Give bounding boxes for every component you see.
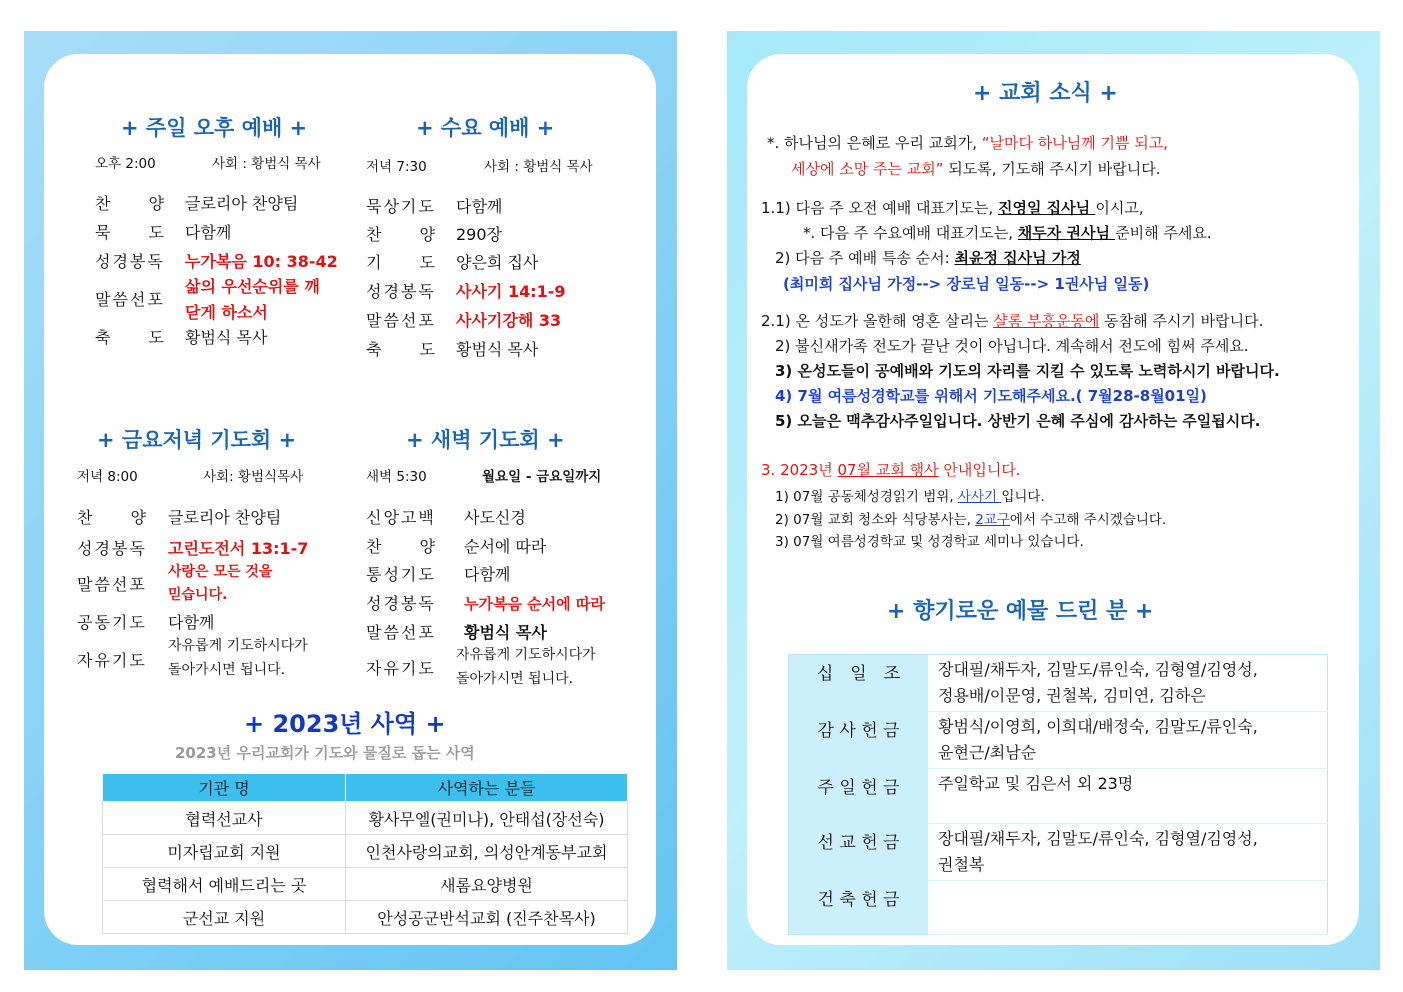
news-p3a [775, 485, 1045, 505]
offering-label: 주 일 헌 금 [789, 769, 929, 824]
friday-label-2: 성경봉독 [77, 539, 147, 558]
dawn-value-4: 누가복음 순서에 따라 [464, 595, 605, 613]
sunday-value-1: 글로리아 찬양팀 [185, 194, 299, 213]
dawn-value-6: 자유롭게 기도하시다가 [456, 647, 596, 663]
news-p1c-name: 최윤정 집사님 가정 [954, 249, 1081, 267]
wednesday-value-5: 사사기강해 33 [456, 311, 562, 330]
offering-names [928, 712, 1328, 769]
news-intro-c: 세상에 소망 주는 교회” [791, 160, 944, 178]
ministry-org: 협력선교사 [103, 802, 346, 835]
ministry-people: 안성공군반석교회 (진주찬목사) [346, 901, 628, 934]
friday-label-1: 찬 양 [77, 508, 148, 527]
sunday-value-3: 누가복음 10: 38-42 [185, 252, 338, 271]
offering-names-line1: 황범식/이영희, 이희대/배정숙, 김말도/류인숙, [938, 717, 1258, 736]
news-p3b-link: 2교구 [975, 512, 1010, 528]
ministry-table [102, 773, 628, 934]
news-p1d: (최미희 집사님 가정--> 장로님 일동--> 1권사님 일동) [783, 275, 1150, 293]
table-row [789, 824, 1328, 881]
wednesday-title: + 수요 예배 + [416, 116, 555, 140]
offering-title: + 향기로운 예물 드린 분 + [887, 599, 1154, 624]
offering-names-line1: 장대필/채두자, 김말도/류인숙, 김형열/김영성, [938, 829, 1258, 848]
news-p3a-text: 1) 07월 공동체성경읽기 범위, [775, 489, 958, 505]
news-intro-d: 되도록, 기도해 주시기 바랍니다. [943, 160, 1161, 178]
ministry-title: + 2023년 사역 + [244, 710, 446, 738]
right-page [727, 31, 1380, 970]
table-row [789, 769, 1328, 824]
dawn-label-3: 통성기도 [366, 565, 436, 584]
news-p3a-link: 사사기 [957, 489, 1002, 505]
friday-label-4: 공동기도 [77, 613, 147, 632]
news-intro-line1 [767, 132, 1168, 153]
news-p3c: 3) 07월 여름성경학교 및 성경학교 세미나 있습니다. [775, 534, 1084, 550]
offering-names-line2: 권철복 [938, 855, 985, 874]
friday-value-2: 고린도전서 13:1-7 [168, 539, 309, 558]
friday-label-3: 말씀선포 [77, 575, 147, 594]
sunday-label-4: 말씀선포 [95, 290, 165, 309]
dawn-label-1: 신앙고백 [366, 508, 436, 527]
dawn-label-5: 말씀선포 [366, 623, 436, 642]
sunday-host: 사회 : 황범식 목사 [212, 156, 321, 172]
friday-value-4: 다함께 [168, 613, 215, 632]
offering-names-line1: 주일학교 및 김은서 외 23명 [938, 774, 1134, 793]
dawn-host: 월요일 - 금요일까지 [482, 469, 602, 485]
news-intro-b: “날마다 하나님께 기쁨 되고, [981, 134, 1168, 152]
ministry-people: 새롬요양병원 [346, 868, 628, 901]
news-p1b-end: 준비해 주세요. [1115, 224, 1212, 242]
offering-names-line1: 장대필/채두자, 김말도/류인숙, 김형열/김영성, [938, 660, 1258, 679]
offering-names-line2: 윤현근/최남순 [938, 743, 1037, 762]
news-p2a-end: 동참해 주시기 바랍니다. [1099, 312, 1264, 330]
left-card [44, 54, 656, 945]
ministry-org: 군선교 지원 [103, 901, 346, 934]
ministry-header-people: 사역하는 분들 [346, 774, 628, 802]
news-p1a-end: 이시고, [1095, 199, 1144, 217]
offering-label: 십 일 조 [789, 655, 929, 712]
dawn-value-5: 황범식 목사 [464, 623, 547, 642]
friday-value-1: 글로리아 찬양팀 [168, 508, 282, 527]
friday-value-5b: 돌아가시면 됩니다. [168, 662, 286, 678]
table-row [103, 835, 628, 868]
offering-label: 감 사 헌 금 [789, 712, 929, 769]
dawn-label-2: 찬 양 [366, 537, 437, 556]
offering-names [928, 769, 1328, 824]
ministry-people: 인천사랑의교회, 의성안계동부교회 [346, 835, 628, 868]
sunday-time: 오후 2:00 [95, 156, 156, 172]
sunday-value-5: 황범식 목사 [185, 328, 268, 347]
news-p3-event: 07월 교회 행사 [837, 461, 939, 479]
news-p3b-text: 2) 07월 교회 청소와 식당봉사는, [775, 512, 976, 528]
friday-value-3: 사랑은 모든 것을 [168, 564, 273, 580]
news-p2d: 4) 7월 여름성경학교를 위해서 기도해주세요.( 7월28-8월01일) [775, 387, 1207, 405]
wednesday-label-1: 묵상기도 [366, 197, 436, 216]
news-p1a-name: 진영일 집사님 [997, 199, 1096, 217]
sunday-title: + 주일 오후 예배 + [121, 116, 308, 140]
friday-value-5: 자유롭게 기도하시다가 [168, 638, 308, 654]
dawn-value-2: 순서에 따라 [464, 537, 547, 556]
wednesday-value-3: 양은희 집사 [456, 253, 539, 272]
wednesday-label-6: 축 도 [366, 340, 437, 359]
sunday-label-1: 찬 양 [95, 194, 166, 213]
friday-label-5: 자유기도 [77, 651, 147, 670]
news-p3a-end: 입니다. [1001, 489, 1045, 505]
news-p1c [775, 247, 1081, 268]
offering-table [788, 654, 1328, 935]
ministry-org: 협력해서 예배드리는 곳 [103, 868, 346, 901]
table-row [103, 868, 628, 901]
dawn-label-6: 자유기도 [366, 659, 436, 678]
table-row [789, 655, 1328, 712]
friday-time: 저녁 8:00 [77, 469, 138, 485]
news-p2c: 3) 온성도들이 공예배와 기도의 자리를 지킬 수 있도록 노력하시기 바랍니다. [775, 362, 1280, 380]
offering-names [928, 824, 1328, 881]
wednesday-value-4: 사사기 14:1-9 [456, 282, 566, 301]
news-p1b-name: 채두자 권사님 [1017, 224, 1116, 242]
ministry-org: 미자립교회 지원 [103, 835, 346, 868]
friday-value-3b: 믿습니다. [168, 587, 228, 603]
sunday-value-4: 삶의 우선순위를 깨 [185, 277, 320, 296]
news-p2a-text: 2.1) 온 성도가 올한해 영혼 살리는 [761, 312, 994, 330]
news-p2e: 5) 오늘은 맥추감사주일입니다. 상반기 은혜 주심에 감사하는 주일됩시다. [775, 412, 1261, 430]
offering-names [928, 655, 1328, 712]
wednesday-label-5: 말씀선포 [366, 311, 436, 330]
news-p1b-text: *. 다음 주 수요예배 대표기도는, [803, 224, 1018, 242]
offering-label: 건 축 헌 금 [789, 881, 929, 935]
news-title: + 교회 소식 + [973, 81, 1118, 106]
ministry-subtitle: 2023년 우리교회가 기도와 물질로 돕는 사역 [175, 744, 475, 762]
offering-names [928, 881, 1328, 935]
news-p2a [761, 310, 1263, 331]
left-page [24, 31, 677, 970]
dawn-title: + 새벽 기도회 + [406, 428, 565, 452]
news-p1b [803, 222, 1212, 243]
wednesday-value-2: 290장 [456, 225, 502, 244]
news-intro-line2 [791, 158, 1160, 179]
sunday-label-3: 성경봉독 [95, 252, 165, 271]
right-card [747, 54, 1359, 945]
table-row [103, 901, 628, 934]
wednesday-label-2: 찬 양 [366, 225, 437, 244]
dawn-value-1: 사도신경 [464, 508, 526, 527]
wednesday-value-1: 다함께 [456, 197, 503, 216]
dawn-label-4: 성경봉독 [366, 594, 436, 613]
friday-title: + 금요저녁 기도회 + [97, 428, 297, 452]
wednesday-label-4: 성경봉독 [366, 282, 436, 301]
news-p1c-text: 2) 다음 주 예배 특송 순서: [775, 249, 955, 267]
news-intro-a: *. 하나님의 은혜로 우리 교회가, [767, 134, 982, 152]
news-p3 [761, 459, 1021, 480]
wednesday-host: 사회 : 황범식 목사 [484, 159, 593, 175]
news-p2a-red: 샬롬 부흥운동에 [993, 312, 1100, 330]
news-p1a [761, 197, 1144, 218]
news-p3-text: 3. 2023년 [761, 461, 838, 479]
dawn-time: 새벽 5:30 [366, 469, 427, 485]
news-p2b: 2) 불신새가족 전도가 끝난 것이 아닙니다. 계속해서 전도에 힘써 주세요. [775, 337, 1249, 355]
friday-host: 사회: 황범식목사 [203, 469, 304, 485]
wednesday-value-6: 황범식 목사 [456, 340, 539, 359]
sunday-label-2: 묵 도 [95, 223, 166, 242]
news-p3-end: 안내입니다. [938, 461, 1021, 479]
table-row [789, 881, 1328, 935]
ministry-header-org: 기관 명 [103, 774, 346, 802]
offering-label: 선 교 헌 금 [789, 824, 929, 881]
table-row [789, 712, 1328, 769]
wednesday-label-3: 기 도 [366, 253, 437, 272]
news-p1a-text: 1.1) 다음 주 오전 예배 대표기도는, [761, 199, 998, 217]
dawn-value-6b: 돌아가시면 됩니다. [456, 671, 574, 687]
wednesday-time: 저녁 7:30 [366, 159, 427, 175]
ministry-people: 황사무엘(권미나), 안태섭(장선숙) [346, 802, 628, 835]
dawn-value-3: 다함께 [464, 565, 511, 584]
offering-names-line2: 정용배/이문영, 권철복, 김미연, 김하은 [938, 686, 1206, 705]
news-p3b-end: 에서 수고해 주시겠습니다. [1009, 512, 1167, 528]
sunday-value-2: 다함께 [185, 223, 232, 242]
news-p3b [775, 508, 1166, 528]
sunday-value-4b: 닫게 하소서 [185, 303, 268, 322]
table-row [103, 802, 628, 835]
sunday-label-5: 축 도 [95, 328, 166, 347]
